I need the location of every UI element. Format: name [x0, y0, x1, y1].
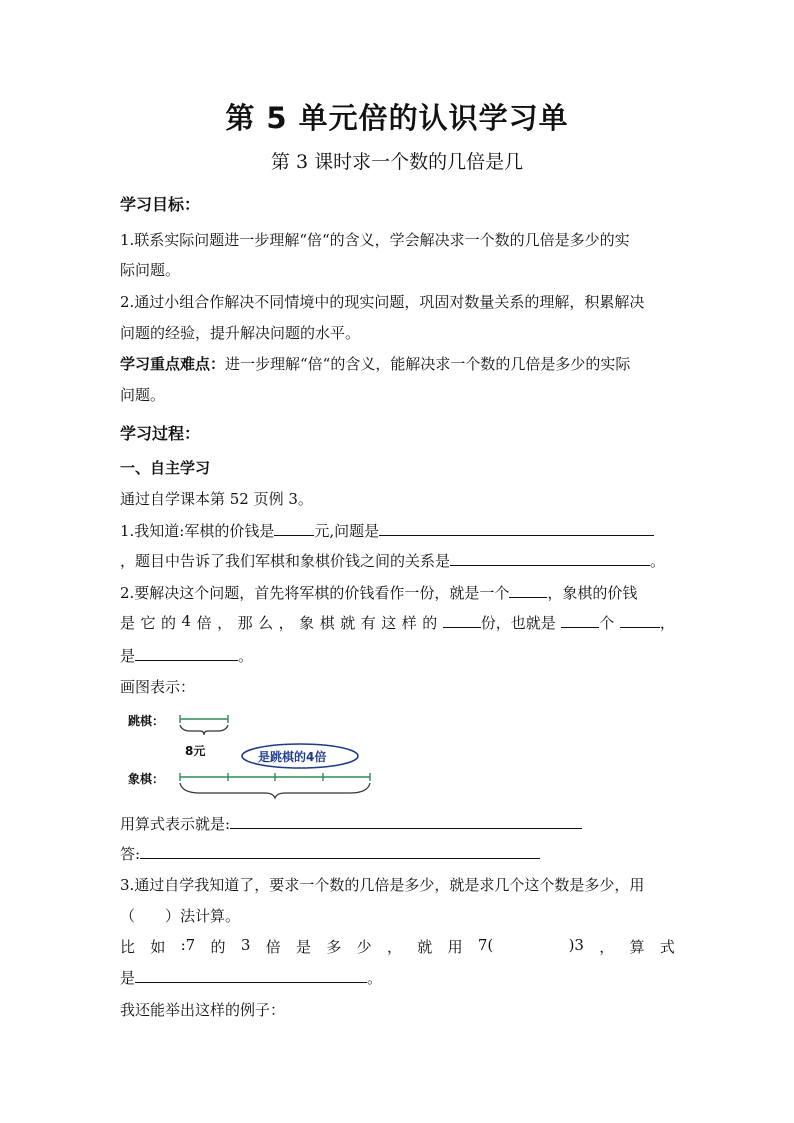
q1-line-2 — [120, 550, 665, 571]
q4-text-b: 。 — [367, 969, 383, 987]
q4-token: 多 — [326, 938, 342, 956]
key-points-line-1 — [120, 353, 630, 374]
q1-text-a: 1.我知道:军棋的价钱是 — [120, 522, 275, 540]
q2-text-d: 个 — [599, 614, 615, 632]
goal-1-line-2: 际问题。 — [120, 261, 181, 279]
q2-token: 倍 — [196, 614, 212, 632]
answer-line — [120, 843, 540, 864]
tiaoqi-label: 跳棋： — [128, 714, 165, 728]
line-segment-diagram — [120, 700, 420, 800]
q1-blank-price[interactable] — [274, 521, 314, 536]
tiaoqi-brace — [180, 725, 228, 735]
section-1-heading: 一、自主学习 — [120, 459, 211, 477]
q3-line-1: 3.通过自学我知道了，要求一个数的几倍是多少，就是求几个这个数是多少，用 — [120, 876, 645, 894]
q4-token: 用 — [447, 938, 463, 956]
q2-blank-count[interactable] — [561, 613, 599, 628]
q4-token: 3 — [240, 936, 251, 954]
q2-token: 这 — [381, 614, 397, 632]
q4-token: ， — [599, 938, 615, 956]
q4-token: 式 — [659, 938, 675, 956]
q4-token: 是 — [296, 938, 312, 956]
q4-token: 的 — [210, 938, 226, 956]
q2-token: 那 — [237, 614, 253, 632]
formula-blank[interactable] — [230, 814, 582, 829]
q4-blank-formula[interactable] — [135, 968, 367, 983]
goal-2-line-2: 问题的经验，提升解决问题的水平。 — [120, 324, 361, 342]
page-title: 第 5 单元倍的认识学习单 — [225, 101, 569, 135]
q2-token: ， — [278, 614, 294, 632]
q2-text-f: 是 — [120, 647, 136, 665]
q2-blank-shares[interactable] — [443, 613, 481, 628]
q2-text-a: 2.要解决这个问题，首先将军棋的价钱看作一份，就是一个 — [120, 584, 510, 602]
q2-token: 么 — [258, 614, 274, 632]
q2-text-b: ，象棋的价钱 — [547, 584, 638, 602]
q2-token: 是 — [120, 614, 136, 632]
q3-line-2: （ ）法计算。 — [120, 907, 241, 925]
q2-line-3 — [120, 645, 253, 666]
intro-line: 通过自学课本第 52 页例 3。 — [120, 490, 313, 508]
q1-line-1 — [120, 520, 654, 541]
q4-token: :7 — [180, 936, 196, 954]
key-points-text: 进一步理解“倍“的含义，能解决求一个数的几倍是多少的实际 — [225, 355, 631, 373]
q4-text-a: 是 — [120, 969, 136, 987]
q2-line-1 — [120, 582, 637, 603]
q2-token: 的 — [161, 614, 177, 632]
goals-heading: 学习目标： — [120, 195, 201, 214]
q1-text-b: 元,问题是 — [314, 522, 380, 540]
q1-text-d: 。 — [650, 552, 666, 570]
q4-token: 就 — [417, 938, 433, 956]
q1-text-c: ，题目中告诉了我们军棋和象棋价钱之间的关系是 — [120, 552, 451, 570]
q2-text-g: 。 — [238, 647, 254, 665]
q4-line-2 — [120, 967, 382, 988]
q4-line-1 — [120, 936, 675, 957]
q1-blank-question[interactable] — [379, 521, 654, 536]
q4-token: 如 — [150, 938, 166, 956]
answer-blank[interactable] — [140, 844, 540, 859]
q1-blank-relation[interactable] — [450, 551, 650, 566]
q2-text-e: ， — [659, 614, 675, 632]
q2-line-2 — [120, 612, 675, 633]
example-label: 我还能举出这样的例子： — [120, 1001, 286, 1019]
draw-label: 画图表示： — [120, 678, 196, 696]
q2-blank-result[interactable] — [135, 646, 238, 661]
q2-token: 就 — [340, 614, 356, 632]
q2-token: 象 — [299, 614, 315, 632]
xiangqi-label: 象棋： — [128, 772, 165, 786]
q2-token: 样 — [401, 614, 417, 632]
q2-blank-item[interactable] — [620, 613, 660, 628]
key-points-label: 学习重点难点： — [120, 355, 226, 373]
key-points-line-2: 问题。 — [120, 386, 166, 404]
amount-label: 8元 — [185, 744, 206, 758]
q4-token: 7( — [477, 936, 494, 954]
xiangqi-brace — [180, 783, 370, 798]
q4-token: 比 — [120, 938, 136, 956]
page-subtitle: 第 3 课时求一个数的几倍是几 — [270, 151, 524, 173]
q4-token: 倍 — [265, 938, 281, 956]
q2-token: 的 — [422, 614, 438, 632]
q2-token: 4 — [181, 612, 192, 630]
formula-label: 用算式表示就是: — [120, 815, 231, 833]
q2-token: 有 — [360, 614, 376, 632]
formula-line — [120, 813, 582, 834]
process-heading: 学习过程： — [120, 424, 201, 443]
bubble-text: 是跳棋的4倍 — [258, 750, 327, 764]
q2-token: 棋 — [319, 614, 335, 632]
q4-token: 少 — [356, 938, 372, 956]
q2-blank-unit[interactable] — [509, 583, 547, 598]
q4-token: 算 — [629, 938, 645, 956]
goal-1-line-1: 1.联系实际问题进一步理解“倍“的含义，学会解决求一个数的几倍是多少的实 — [120, 231, 630, 249]
goal-2-line-1: 2.通过小组合作解决不同情境中的现实问题，巩固对数量关系的理解，积累解决 — [120, 293, 645, 311]
q2-token: 它 — [140, 614, 156, 632]
answer-label: 答: — [120, 845, 141, 863]
q4-token: ， — [386, 938, 402, 956]
q4-token: )3 — [568, 936, 584, 954]
q2-token: ， — [217, 614, 233, 632]
q2-text-c: 份，也就是 — [480, 614, 556, 632]
